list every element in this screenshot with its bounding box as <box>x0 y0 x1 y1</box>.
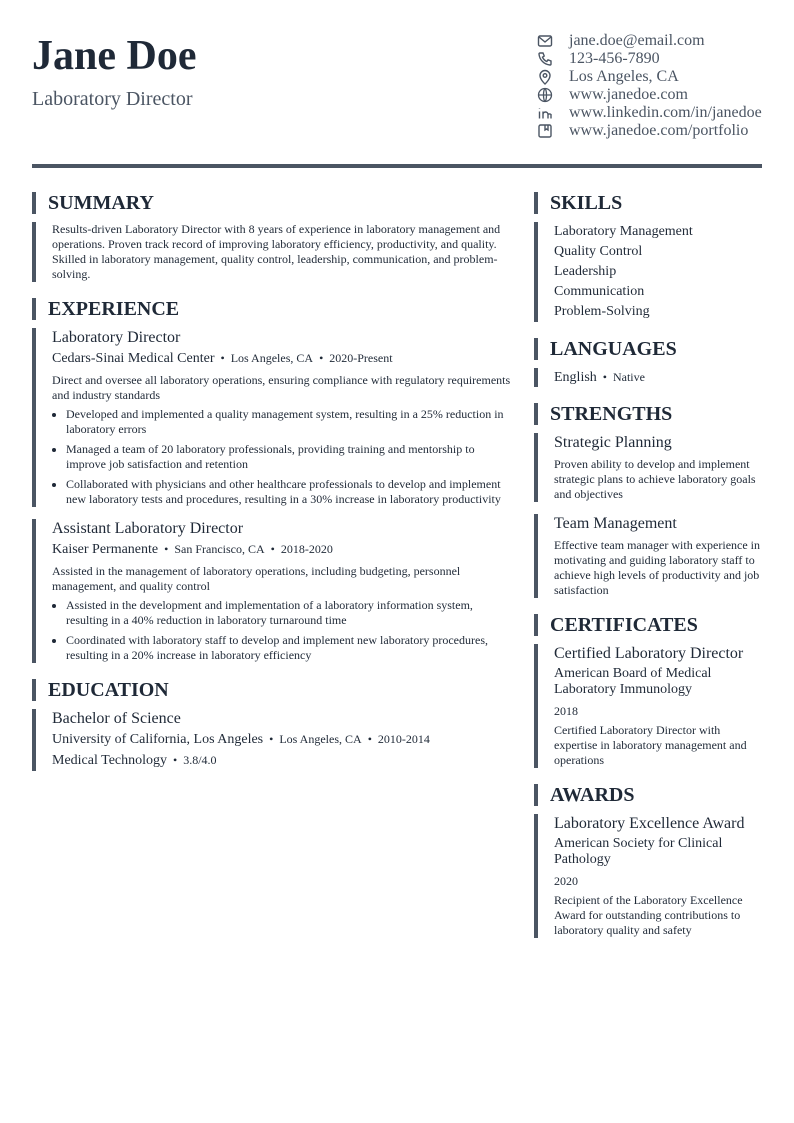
degree: Bachelor of Science <box>52 710 181 727</box>
website-text: www.janedoe.com <box>569 86 688 103</box>
job-title: Assistant Laboratory Director <box>52 520 244 537</box>
candidate-title: Laboratory Director <box>32 88 193 110</box>
job-title: Laboratory Director <box>52 329 181 346</box>
field-of-study: Medical Technology <box>52 753 168 768</box>
certificate-issuer: American Board of Medical Laboratory Immunology <box>554 666 712 697</box>
award-item <box>534 814 762 938</box>
separator-dot: • <box>220 351 225 365</box>
skill-item: Problem-Solving <box>554 304 650 319</box>
summary-section <box>32 222 512 282</box>
job-location: Los Angeles, CA <box>230 351 314 365</box>
separator-dot: • <box>367 732 372 746</box>
achievement-item: • Assisted in the development and implementation of a laboratory information system, resulting in a 40% reduction in laboratory turnaround time <box>66 598 512 628</box>
resume-header <box>32 32 762 152</box>
award-year: 2020 <box>554 874 578 888</box>
job-meta <box>52 348 512 369</box>
job-company: Kaiser Permanente <box>52 542 159 557</box>
experience-item <box>32 328 512 507</box>
contact-portfolio[interactable] <box>536 122 762 140</box>
achievement-item: • Managed a team of 20 laboratory professionals, providing training and mentorship to improve job satisfaction and retention <box>66 442 512 472</box>
gpa: 3.8/4.0 <box>183 753 217 767</box>
skills-section <box>534 222 762 322</box>
separator-dot: • <box>173 753 178 767</box>
phone-icon <box>536 50 554 68</box>
awards-heading: AWARDS <box>534 784 762 806</box>
education-item <box>32 709 512 771</box>
certificate-year: 2018 <box>554 704 578 718</box>
job-description: Assisted in the management of laboratory operations, including budgeting, personnel management, and quality control <box>52 564 461 593</box>
linkedin-text: www.linkedin.com/in/janedoe <box>569 104 762 121</box>
award-issuer: American Society for Clinical Pathology <box>554 836 723 867</box>
strength-title: Strategic Planning <box>554 434 672 451</box>
achievement-item: • Collaborated with physicians and other healthcare professionals to develop and implement new laboratory tests and procedures, resulting in a 30% increase in laboratory productivity <box>66 477 512 507</box>
experience-item <box>32 519 512 663</box>
certificates-heading: CERTIFICATES <box>534 614 762 636</box>
skill-item: Leadership <box>554 264 617 279</box>
job-dates: 2020-Present <box>329 351 393 365</box>
achievement-item: • Coordinated with laboratory staff to develop and implement new laboratory procedures, resulting in a 20% increase in laboratory efficiency <box>66 633 512 663</box>
strength-description: Effective team manager with experience in motivating and guiding laboratory staff to achieve high levels of productivity and job satisfaction <box>554 538 761 597</box>
globe-icon <box>536 86 554 104</box>
languages-section <box>534 368 762 387</box>
certificate-description: Certified Laboratory Director with expertise in laboratory management and operations <box>554 723 747 767</box>
job-achievements <box>52 598 512 663</box>
language-level: Native <box>612 370 645 384</box>
contact-list <box>536 32 762 140</box>
school: University of California, Los Angeles <box>52 732 264 747</box>
summary-text: Results-driven Laboratory Director with 8 years of experience in laboratory management and operations. Proven track record of improving laboratory efficiency, productivity, and quality. Skilled in laboratory management, quality control, leadership, communication, and problem-solving. <box>52 222 501 281</box>
candidate-name: Jane Doe <box>32 33 197 79</box>
job-company: Cedars-Sinai Medical Center <box>52 351 215 366</box>
location-text: Los Angeles, CA <box>569 68 679 85</box>
portfolio-text: www.janedoe.com/portfolio <box>569 122 749 139</box>
strength-title: Team Management <box>554 515 677 532</box>
job-description: Direct and oversee all laboratory operations, ensuring compliance with regulatory requirements and industry standards <box>52 373 511 402</box>
contact-linkedin[interactable] <box>536 104 762 122</box>
skill-item: Quality Control <box>554 244 643 259</box>
experience-heading: EXPERIENCE <box>32 298 512 320</box>
right-column <box>534 192 762 938</box>
certificate-title: Certified Laboratory Director <box>554 645 744 662</box>
contact-website[interactable] <box>536 86 762 104</box>
phone-text: 123-456-7890 <box>569 50 660 67</box>
contact-location <box>536 68 762 86</box>
languages-heading: LANGUAGES <box>534 338 762 360</box>
envelope-icon <box>536 32 554 50</box>
job-location: San Francisco, CA <box>174 542 265 556</box>
map-pin-icon <box>536 68 554 86</box>
left-column <box>32 192 512 771</box>
separator-dot: • <box>269 732 274 746</box>
skills-heading: SKILLS <box>534 192 762 214</box>
skill-item: Communication <box>554 284 645 299</box>
strengths-heading: STRENGTHS <box>534 403 762 425</box>
skill-item: Laboratory Management <box>554 224 693 239</box>
bookmark-icon <box>536 122 554 140</box>
education-meta <box>52 729 512 750</box>
linkedin-icon <box>536 104 554 122</box>
job-dates: 2018-2020 <box>280 542 333 556</box>
education-heading: EDUCATION <box>32 679 512 701</box>
contact-email[interactable] <box>536 32 762 50</box>
job-achievements <box>52 407 512 507</box>
email-text: jane.doe@email.com <box>569 32 705 49</box>
separator-dot: • <box>602 370 607 384</box>
education-field-row <box>52 750 512 771</box>
award-description: Recipient of the Laboratory Excellence Award for outstanding contributions to laboratory quality and safety <box>554 893 743 937</box>
separator-dot: • <box>319 351 324 365</box>
school-location: Los Angeles, CA <box>279 732 362 746</box>
language-item <box>554 369 762 386</box>
certificate-item <box>534 644 762 768</box>
achievement-item: • Developed and implemented a quality management system, resulting in a 25% reduction in laboratory errors <box>66 407 512 437</box>
job-meta <box>52 539 512 560</box>
education-dates: 2010-2014 <box>377 732 430 746</box>
contact-phone[interactable] <box>536 50 762 68</box>
separator-dot: • <box>164 542 169 556</box>
summary-heading: SUMMARY <box>32 192 512 214</box>
header-divider <box>32 164 762 168</box>
strength-description: Proven ability to develop and implement strategic plans to achieve laboratory goals and objectives <box>554 457 756 501</box>
strength-item <box>534 433 762 502</box>
strength-item <box>534 514 762 598</box>
language-name: English <box>554 370 597 385</box>
award-title: Laboratory Excellence Award <box>554 815 745 832</box>
separator-dot: • <box>270 542 275 556</box>
